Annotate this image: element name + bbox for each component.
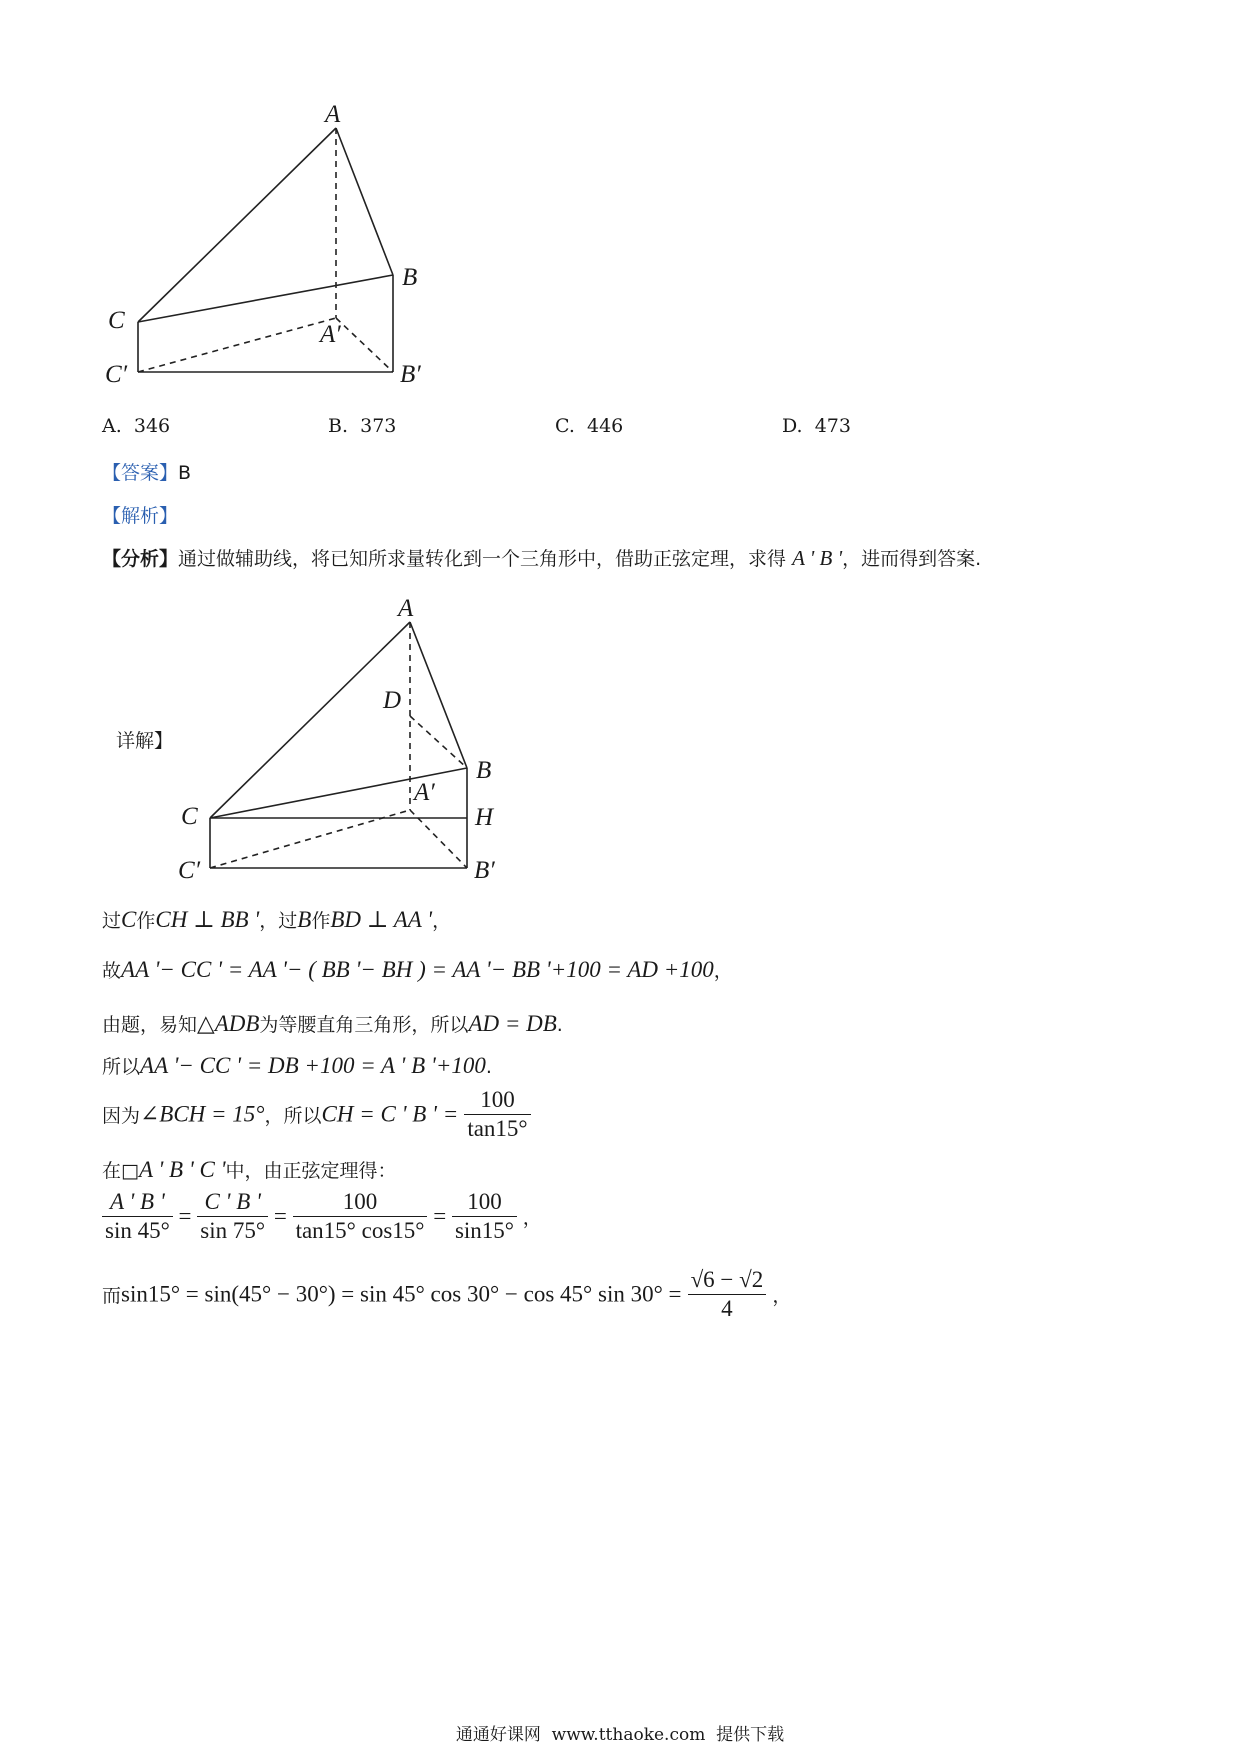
s8-fraction — [688, 1266, 767, 1323]
option-c-value: 446 — [587, 415, 624, 437]
s7-tail: ， — [522, 1207, 542, 1229]
edge-cb — [138, 275, 393, 322]
s8-tail: ， — [772, 1285, 792, 1307]
detail-label: 详解】 — [116, 730, 174, 752]
s2-m1: AA '− CC ' = AA '− ( BB '− BH ) = AA '− BB '+100 = AD +100 — [121, 957, 714, 982]
s8-den: 4 — [721, 1296, 733, 1321]
s4-m1: AA '− CC ' = DB +100 = A ' B '+100 — [140, 1053, 486, 1078]
edge-ab — [410, 622, 467, 768]
edge-ac — [138, 128, 336, 322]
option-a — [102, 415, 170, 437]
s7-f3d: tan15° cos15° — [295, 1218, 425, 1243]
s1-m2: CH ⊥ BB ' — [155, 907, 260, 932]
label-b: B — [476, 757, 492, 784]
label-a-prime: A′ — [320, 321, 341, 348]
s3-t2: 为等腰直角三角形，所以 — [259, 1014, 469, 1036]
label-a: A — [325, 101, 341, 128]
s7-frac-1 — [102, 1188, 173, 1245]
answer-label: 【答案】 — [102, 462, 179, 484]
s7-frac-4 — [452, 1188, 517, 1245]
fenxi-line — [102, 544, 981, 571]
s7-f2n: C ' B ' — [197, 1188, 268, 1217]
option-b-letter: B. — [328, 415, 349, 437]
step-7 — [102, 1188, 542, 1245]
figure-prism-2 — [170, 590, 530, 890]
s5-fraction — [464, 1086, 530, 1143]
option-b — [328, 415, 396, 437]
s1-t2: 作 — [136, 910, 156, 932]
step-6 — [102, 1156, 397, 1183]
label-b: B — [402, 264, 418, 291]
s5-t1: 因为 — [102, 1105, 141, 1127]
s1-t1: 过 — [102, 910, 122, 932]
s2-t1: 故 — [102, 960, 122, 982]
answer-line — [102, 458, 191, 485]
edge-db-dashed — [410, 716, 467, 768]
edge-a-prime-b-prime-dashed — [336, 318, 393, 372]
option-c-letter: C. — [555, 415, 575, 437]
step-8 — [102, 1266, 791, 1323]
label-c: C — [108, 307, 125, 334]
s1-t5: ， — [432, 910, 452, 932]
label-c-prime: C′ — [178, 857, 201, 884]
s4-t1: 所以 — [102, 1056, 141, 1078]
label-b-prime: B′ — [474, 857, 495, 884]
s5-num: 100 — [464, 1086, 530, 1115]
s3-t3: . — [556, 1014, 563, 1036]
edge-ab — [336, 128, 393, 275]
step-3 — [102, 1010, 563, 1037]
s1-m3: B — [297, 907, 312, 932]
label-a-prime: A′ — [414, 779, 435, 806]
s6-box: □ — [121, 1160, 139, 1182]
s7-frac-2 — [197, 1188, 268, 1245]
s3-m1: △ADB — [197, 1011, 260, 1036]
s1-m4: BD ⊥ AA ' — [330, 907, 433, 932]
s6-t1: 在 — [102, 1160, 122, 1182]
s7-eq-1: = — [178, 1203, 192, 1229]
label-c-prime: C′ — [105, 361, 128, 388]
option-b-value: 373 — [360, 415, 397, 437]
s5-t2: ，所以 — [264, 1105, 322, 1127]
edge-ac — [210, 622, 410, 818]
page-footer: 通通好课网 www.tthaoke.com 提供下载 — [455, 1725, 785, 1745]
s7-frac-3 — [293, 1188, 428, 1245]
label-h: H — [475, 804, 494, 831]
s5-m1: ∠BCH = 15° — [140, 1101, 265, 1127]
s7-f4n: 100 — [452, 1188, 517, 1217]
figure-prism-1 — [100, 100, 480, 440]
option-d — [782, 415, 851, 437]
s2-t2: ， — [713, 960, 733, 982]
s3-m2: AD = DB — [468, 1011, 557, 1036]
s7-f1d: sin 45° — [105, 1218, 170, 1243]
fenxi-text: 通过做辅助线，将已知所求量转化到一个三角形中，借助正弦定理，求得 — [178, 548, 787, 570]
step-4 — [102, 1052, 492, 1079]
s5-den: tan15° — [467, 1116, 528, 1141]
s1-t3: ，过 — [259, 910, 298, 932]
s7-eq-2: = — [273, 1203, 287, 1229]
s7-f1n: A ' B ' — [102, 1188, 173, 1217]
s1-m1: C — [121, 907, 137, 932]
answer-value: B — [178, 462, 192, 484]
s8-num: √6 − √2 — [688, 1266, 767, 1295]
step-5 — [102, 1086, 531, 1143]
s7-f3n: 100 — [293, 1188, 428, 1217]
label-c: C — [181, 803, 198, 830]
s8-m1: sin15° = sin(45° − 30°) = sin 45° cos 30° − cos 45° sin 30° = — [121, 1281, 682, 1307]
s6-m1: A ' B ' C ' — [138, 1157, 226, 1182]
step-1 — [102, 906, 451, 933]
option-a-value: 346 — [133, 415, 171, 437]
fenxi-label: 【分析】 — [102, 548, 179, 570]
s8-t1: 而 — [102, 1285, 122, 1307]
s5-m2: CH = C ' B ' = — [321, 1101, 459, 1127]
fenxi-tail: ，进而得到答案. — [842, 548, 982, 570]
analysis-label: 【解析】 — [102, 505, 179, 527]
label-a: A — [398, 595, 414, 622]
s7-eq-3: = — [433, 1203, 447, 1229]
s7-f4d: sin15° — [454, 1218, 514, 1243]
step-2 — [102, 956, 733, 983]
option-a-letter: A. — [102, 415, 122, 437]
s7-f2d: sin 75° — [200, 1218, 266, 1243]
option-d-value: 473 — [814, 415, 851, 437]
label-b-prime: B′ — [400, 361, 421, 388]
s1-t4: 作 — [311, 910, 331, 932]
option-c — [555, 415, 623, 437]
s4-t2: . — [485, 1056, 492, 1078]
option-d-letter: D. — [782, 415, 803, 437]
label-d: D — [383, 687, 402, 714]
s3-t1: 由题，易知 — [102, 1014, 198, 1036]
fenxi-math: A ' B ' — [792, 546, 843, 570]
edge-c-prime-a-prime-dashed — [138, 318, 336, 372]
s6-t2: 中，由正弦定理得： — [225, 1160, 397, 1182]
